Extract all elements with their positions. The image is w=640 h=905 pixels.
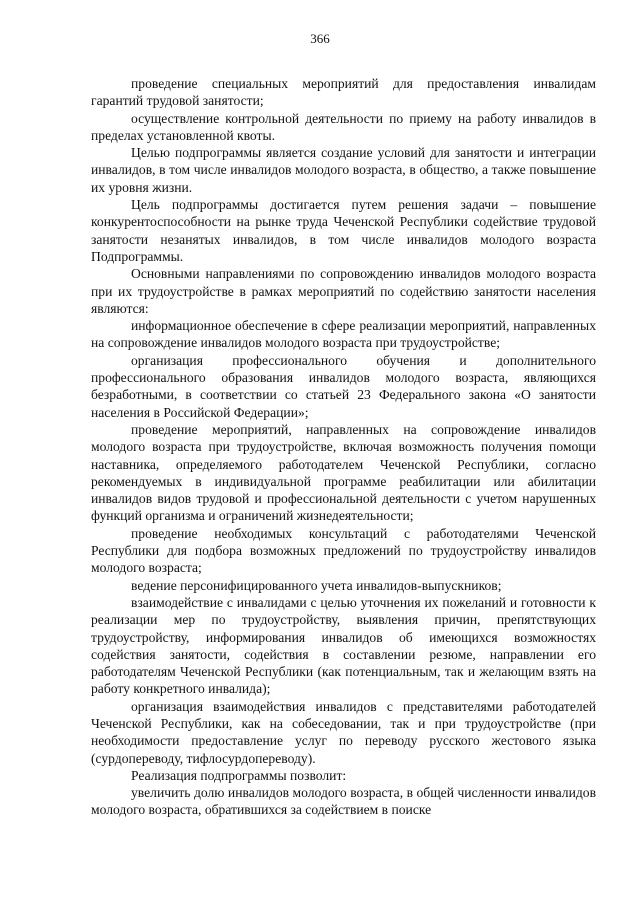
- paragraph: проведение мероприятий, направленных на сопровождение инвалидов молодого возраста при трудоустройстве, включая возможность получения помощи наставника, определяемого работодателем Чеченской Республики, согласно рекомендуемых в индивидуальной программе реабилитации или абилитации инвалидов видов трудовой и профессиональной деятельности с учетом нарушенных функций организма и ограничений жизнедеятельности;: [91, 421, 596, 524]
- paragraph: информационное обеспечение в сфере реализации мероприятий, направленных на сопровождение инвалидов молодого возраста при трудоустройстве;: [91, 318, 596, 351]
- paragraph: Цель подпрограммы достигается путем решения задачи – повышение конкурентоспособности на рынке труда Чеченской Республики содействие трудовой занятости незанятых инвалидов, в том числе инвалидов молодого возраста Подпрограммы.: [91, 197, 596, 264]
- paragraph: проведение необходимых консультаций с работодателями Чеченской Республики для подбора возможных предложений по трудоустройству инвалидов молодого возраста;: [91, 525, 596, 576]
- page-number: 366: [310, 31, 330, 46]
- paragraph: ведение персонифицированного учета инвалидов-выпускников;: [131, 577, 502, 593]
- paragraph: увеличить долю инвалидов молодого возраста, в общей численности инвалидов молодого возраста, обратившихся за содействием в поиске: [91, 785, 596, 818]
- paragraph: осуществление контрольной деятельности по приему на работу инвалидов в пределах установленной квоты.: [91, 110, 596, 143]
- document-body: [91, 75, 596, 819]
- paragraph: Основными направлениями по сопровождению инвалидов молодого возраста при их трудоустройстве в рамках мероприятий по содействию занятости населения являются:: [91, 266, 596, 316]
- paragraph: взаимодействие с инвалидами с целью уточнения их пожеланий и готовности к реализации мер по трудоустройству, выявления причин, препятствующих трудоустройству, информирования инвалидов об имеющихся возможностях содействия занятости, содействия в составлении резюме, направлении его работодателям Чеченской Республики (как потенциальным, так и желающим взять на работу конкретного инвалида);: [91, 594, 596, 697]
- paragraph: организация взаимодействия инвалидов с представителями работодателей Чеченской Республики, как на собеседовании, так и при трудоустройстве (при необходимости предоставление услуг по переводу русского жестового языка (сурдопереводу, тифлосурдопереводу).: [91, 698, 596, 766]
- paragraph: Целью подпрограммы является создание условий для занятости и интеграции инвалидов, в том числе инвалидов молодого возраста, в общество, а также повышение их уровня жизни.: [91, 145, 596, 195]
- paragraph: проведение специальных мероприятий для предоставления инвалидам гарантий трудовой занятости;: [91, 76, 596, 109]
- paragraph: организация профессионального обучения и дополнительного профессионального образования инвалидов молодого возраста, являющихся безработными, в соответствии со статьей 23 Федерального закона «О занятости населения в Российской Федерации»;: [91, 352, 596, 420]
- paragraph: Реализация подпрограммы позволит:: [131, 767, 347, 783]
